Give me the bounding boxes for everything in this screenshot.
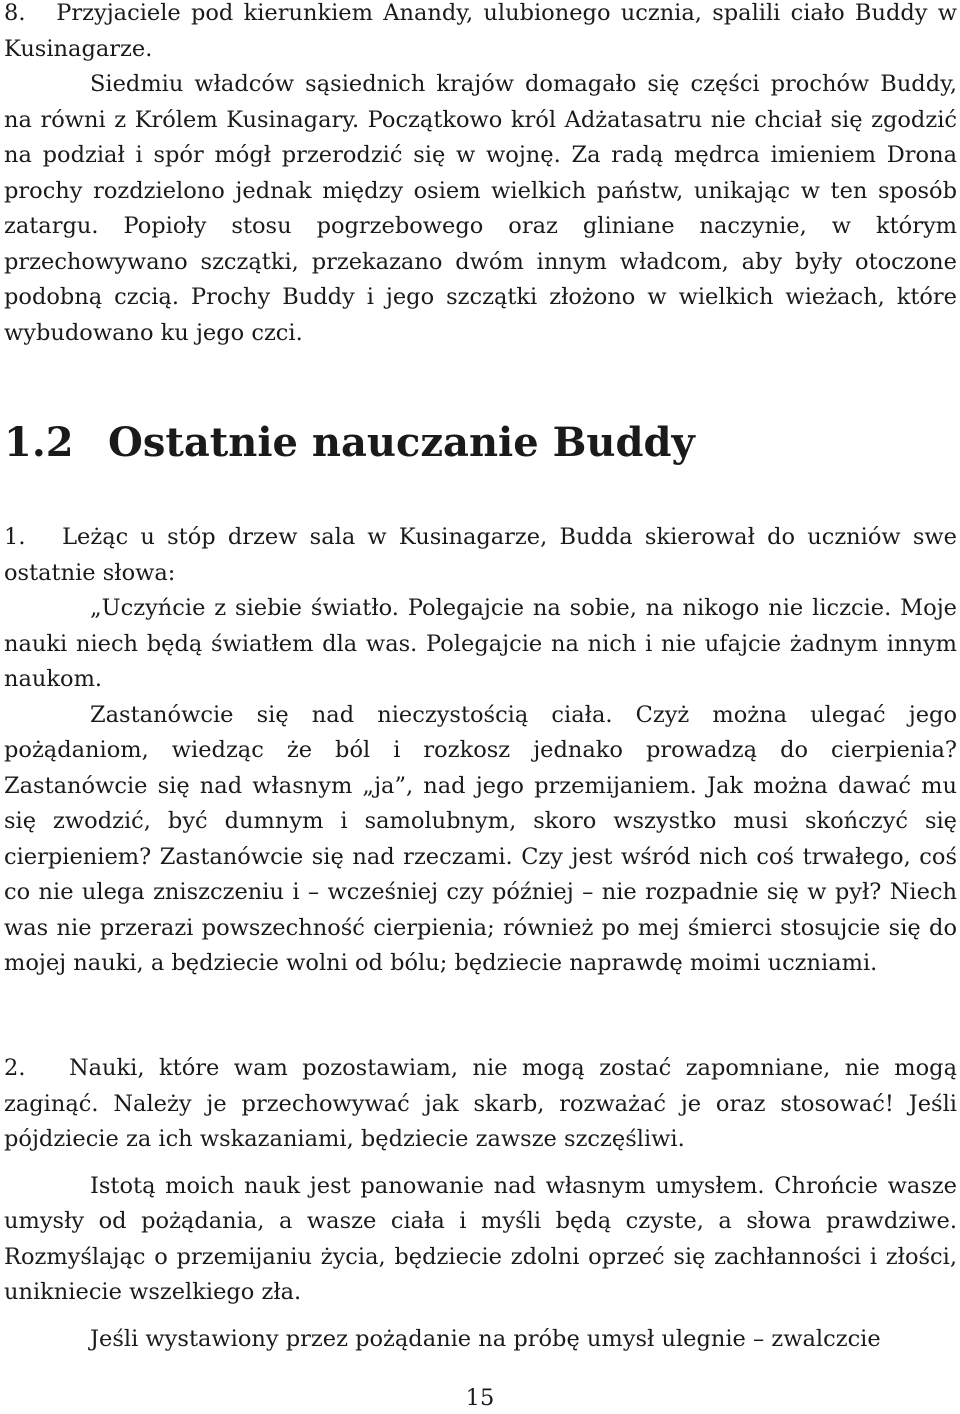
paragraph-8-line-1: [4, 0, 957, 67]
section-heading: [4, 418, 957, 468]
section-title: Ostatnie nauczanie Buddy: [108, 419, 695, 466]
quote-paragraph-1: „Uczyńcie z siebie światło. Polegajcie na sobie, na nikogo nie liczcie. Moje nauki niech będą światłem dla was. Polegajcie na nich i nie ufajcie żadnym innym naukom.: [4, 595, 957, 692]
paragraph-2-intro: [4, 1051, 957, 1158]
paragraph-2-body: Istotą moich nauk jest panowanie nad własnym umysłem. Chrońcie wasze umysły od pożądania, a wasze ciała i myśli będą czyste, a słowa prawdziwe. Rozmyślając o przemijaniu życia, będziecie zdolni oprzeć się zachłanności i złości, unikniecie wszelkiego zła.: [4, 1172, 957, 1305]
paragraph-number: 2.: [4, 1055, 26, 1081]
quote-paragraph-2: Zastanówcie się nad nieczystością ciała. Czyż można ulegać jego pożądaniom, wiedząc że ból i rozkosz jednako prowadzą do cierpienia? Zastanówcie się nad własnym „ja”, nad jego przemijaniem. Jak można dawać mu się zwodzić, być dumnym i samolubnym, skoro wszystko musi skończyć się cierpieniem? Zastanówcie się nad rzeczami. Czy jest wśród nich coś trwałego, coś co nie ulega zniszczeniu i – wcześniej czy później – nie rozpadnie się w pył? Niech was nie przerazi powszechność cierpienia; również po mej śmierci stosujcie się do mojej nauki, a będziecie wolni od bólu; będziecie naprawdę moimi uczniami.: [4, 701, 957, 976]
paragraph-text: Leżąc u stóp drzew sala w Kusinagarze, Budda skierował do uczniów swe ostatnie słowa:: [4, 524, 957, 586]
section-number: 1.2: [4, 419, 74, 466]
paragraph-1: [4, 520, 957, 982]
paragraph-1-intro: [4, 520, 957, 591]
paragraph-2: [4, 1051, 957, 1357]
paragraph-text: Przyjaciele pod kierunkiem Anandy, ulubionego ucznia, spalili ciało Buddy w Kusinagarze.: [4, 0, 957, 62]
paragraph-2-continuation: Jeśli wystawiony przez pożądanie na próbę umysł ulegnie – zwalczcie: [90, 1325, 881, 1352]
paragraph-number: 1.: [4, 524, 26, 550]
page-number: 15: [465, 1385, 495, 1411]
paragraph-number: 8.: [4, 0, 26, 26]
paragraph-8: [4, 0, 957, 351]
paragraph-text: Nauki, które wam pozostawiam, nie mogą zostać zapomniane, nie mogą zaginąć. Należy je przechowywać jak skarb, rozważać je oraz stosować! Jeśli pójdziecie za ich wskazaniami, będziecie zawsze szczęśliwi.: [4, 1055, 957, 1152]
paragraph-8-line-2: Siedmiu władców sąsiednich krajów domagało się części prochów Buddy, na równi z Królem Kusinagary. Początkowo król Adżatasatru nie chciał się zgodzić na podział i spór mógł przerodzić się w wojnę. Za radą mędrca imieniem Drona prochy rozdzielono jednak między osiem wielkich państw, unikając w ten sposób zatargu. Popioły stosu pogrzebowego oraz gliniane naczynie, w którym przechowywano szczątki, przekazano dwóm innym władcom, aby były otoczone podobną czcią. Prochy Buddy i jego szczątki złożono w wielkich wieżach, które wybudowano ku jego czci.: [4, 71, 957, 346]
